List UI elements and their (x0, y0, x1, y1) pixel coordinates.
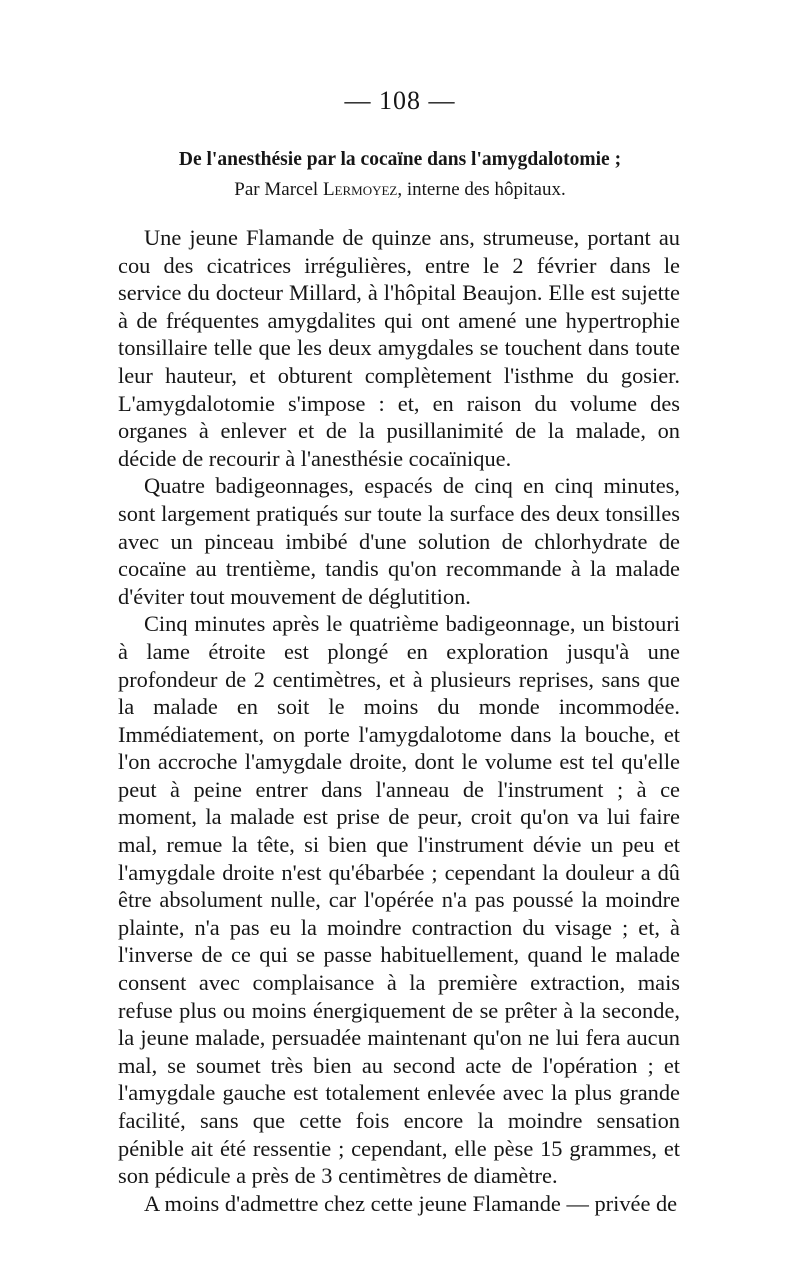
article-body (118, 224, 680, 1217)
paragraph: Une jeune Flamande de quinze ans, strumeuse, portant au cou des cicatrices irrégulières, entre le 2 février dans le service du docteur Millard, à l'hôpital Beaujon. Elle est sujette à de fréquentes amygdalites qui ont amené une hypertrophie tonsillaire telle que les deux amygdales se touchent dans toute leur hauteur, et obturent complètement l'isthme du gosier. L'amygdalotomie s'impose : et, en raison du volume des organes à enlever et de la pusillanimité de la malade, on décide de recourir à l'anesthésie cocaïnique. (118, 225, 680, 471)
paragraph: Quatre badigeonnages, espacés de cinq en cinq minutes, sont largement pratiqués sur toute la surface des deux tonsilles avec un pinceau imbibé d'une solution de chlorhydrate de cocaïne au trentième, tandis qu'on recommande à la malade d'éviter tout mouvement de déglutition. (118, 473, 680, 609)
article-byline (110, 178, 690, 202)
page-number: — 108 — (344, 86, 456, 115)
paragraph: A moins d'admettre chez cette jeune Flamande — privée de (144, 1190, 678, 1216)
byline-prefix: Par Marcel (234, 179, 319, 200)
byline-suffix: , interne des hôpitaux. (397, 179, 566, 200)
author-surname: Lermoyez (322, 179, 398, 200)
article-title: De l'anesthésie par la cocaïne dans l'amygdalotomie ; (178, 149, 622, 170)
paragraph: Cinq minutes après le quatrième badigeonnage, un bistouri à lame étroite est plongé en exploration jusqu'à une profondeur de 2 centimètres, et à plusieurs reprises, sans que la malade en soit le moins du monde incommodée. Immédiatement, on porte l'amygdalotome dans la bouche, et l'on accroche l'amygdale droite, dont le volume est tel qu'elle peut à peine entrer dans l'anneau de l'instrument ; à ce moment, la malade est prise de peur, croit qu'on va lui faire mal, remue la tête, si bien que l'instrument dévie un peu et l'amygdale droite n'est qu'ébarbée ; cependant la douleur a dû être absolument nulle, car l'opérée n'a pas poussé la moindre plainte, n'a pas eu la moindre contraction du visage ; et, à l'inverse de ce qui se passe habituellement, quand le malade consent avec complaisance à la première extraction, mais refuse plus ou moins énergiquement de se prêter à la seconde, la jeune malade, persuadée maintenant qu'on ne lui fera aucun mal, se soumet très bien au second acte de l'opération ; et l'amygdale gauche est totalement enlevée avec la plus grande facilité, sans que cette fois encore la moindre sensation pénible ait été ressentie ; cependant, elle pèse 15 grammes, et son pédicule a près de 3 centimètres de diamètre. (118, 611, 680, 1189)
